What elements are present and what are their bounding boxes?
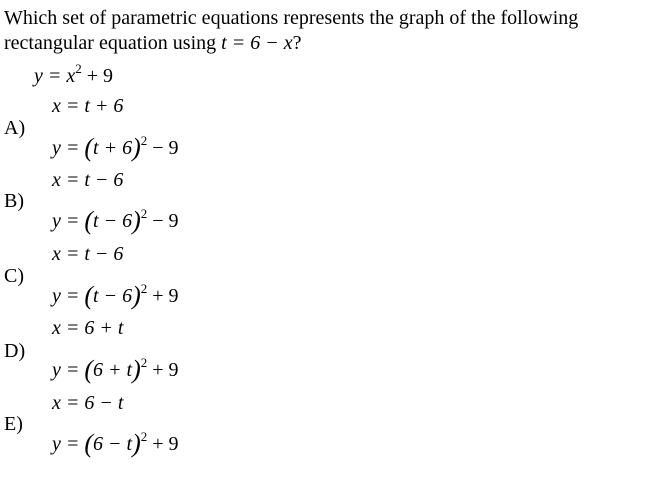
option-b-y: $y = (t - 6)^2 - 9$ xyxy=(52,206,179,235)
option-a-y: $y = (t + 6)^2 - 9$ xyxy=(52,133,179,162)
option-c-letter[interactable]: C) xyxy=(4,265,24,287)
option-e-x: x = 6 − t xyxy=(52,392,124,414)
option-b-letter[interactable]: B) xyxy=(4,190,24,212)
question-prompt: Which set of parametric equations represents the graph of the following rectangular equation using xyxy=(4,7,579,54)
option-a-letter[interactable]: A) xyxy=(4,117,26,139)
option-e-letter[interactable]: E) xyxy=(4,413,23,435)
question-text xyxy=(4,6,644,56)
question-mark: ? xyxy=(292,32,302,54)
option-e-y: $y = (6 - t)^2 + 9$ xyxy=(52,429,179,458)
option-c-y: $y = (t - 6)^2 + 9$ xyxy=(52,281,179,310)
option-d-y: $y = (6 + t)^2 + 9$ xyxy=(52,355,179,384)
option-b-x: x = t − 6 xyxy=(52,169,124,191)
option-a-x: x = t + 6 xyxy=(52,95,124,117)
option-d-x: x = 6 + t xyxy=(52,317,124,339)
substitution: t = 6 − x xyxy=(221,32,293,54)
given-equation: $y = x^2 + 9$ xyxy=(34,61,114,87)
option-c-x: x = t − 6 xyxy=(52,243,124,265)
option-d-letter[interactable]: D) xyxy=(4,340,26,362)
